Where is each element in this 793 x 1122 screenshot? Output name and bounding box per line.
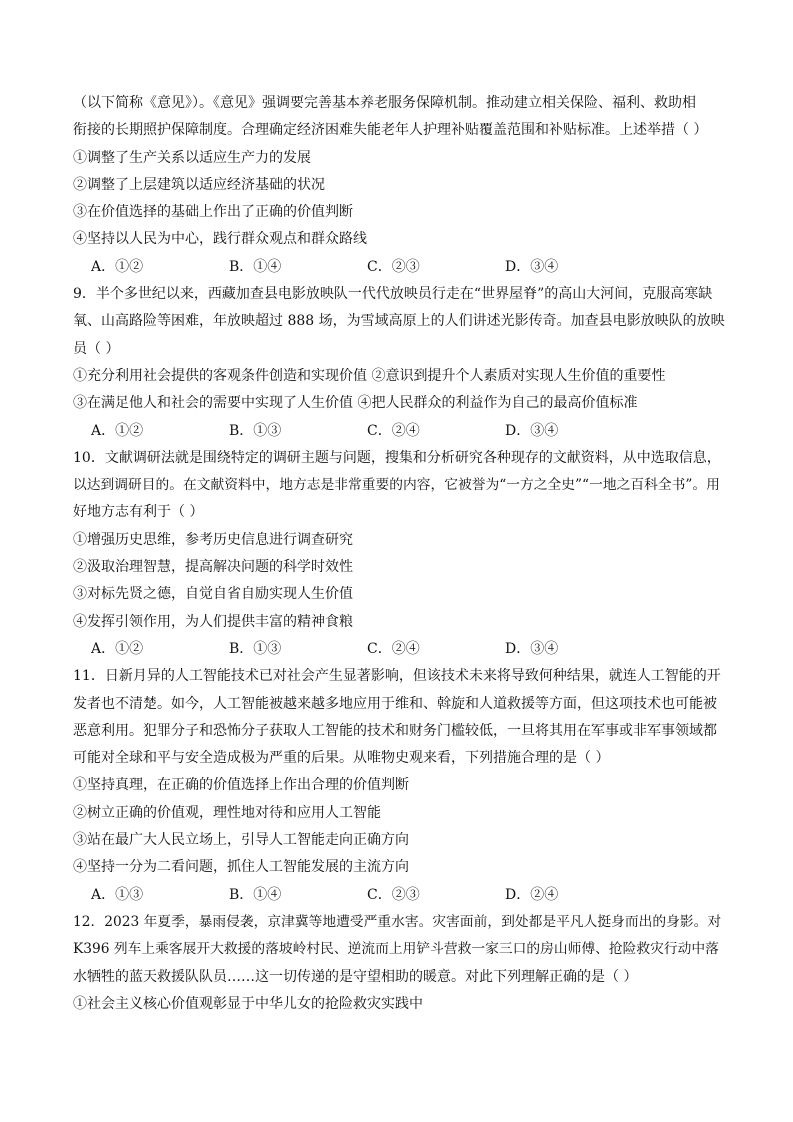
statement: ④发挥引领作用，为人们提供丰富的精神食粮 [73,613,353,630]
option-b[interactable]: B．①③ [229,640,282,657]
answer-options [73,882,725,909]
stem-line: 好地方志有利于（ ） [73,504,204,521]
statement: ③在价值选择的基础上作出了正确的价值判断 [73,204,353,221]
stem-line: 9．半个多世纪以来，西藏加查县电影放映队一代代放映员行走在“世界屋脊”的高山大河间，克服高寒缺 [73,286,713,303]
stem-line: 恶意利用。犯罪分子和恐怖分子获取人工智能的技术和财务门槛较低，一旦将其用在军事或非军事领域都 [73,722,717,739]
answer-options [73,418,725,445]
statement: ③对标先贤之德，自觉自省自励实现人生价值 [73,586,353,603]
statement: ③在满足他人和社会的需要中实现了人生价值 ④把人民群众的利益作为自己的最高价值标准 [73,395,638,412]
stem-line: 衔接的长期照护保障制度。合理确定经济困难失能老年人护理补贴覆盖范围和补贴标准。上述举措（ ） [73,122,708,139]
statement: ④坚持一分为二看问题，抓住人工智能发展的主流方向 [73,859,409,876]
statement: ④坚持以人民为中心，践行群众观点和群众路线 [73,231,367,248]
statement: ①社会主义核心价值观彰显于中华儿女的抢险救灾实践中 [73,995,423,1012]
option-d[interactable]: D．③④ [505,258,559,275]
stem-line: 可能对全球和平与安全造成极为严重的后果。从唯物史观来看，下列措施合理的是（ ） [73,750,610,767]
stem-line: 以达到调研目的。在文献资料中，地方志是非常重要的内容，它被誉为“一方之全史”“一地之百科全书”。用 [73,477,720,494]
option-c[interactable]: C．②③ [367,258,420,275]
question-9 [73,281,725,445]
statement: ②调整了上层建筑以适应经济基础的状况 [73,176,325,193]
question-10 [73,445,725,663]
stem-line: K396 列车上乘客展开大救援的落坡岭村民、逆流而上用铲斗营救一家三口的房山师傅、抢险救灾行动中落 [73,941,719,958]
exam-page [73,90,725,1018]
option-b[interactable]: B．①④ [229,886,282,903]
option-b[interactable]: B．①④ [229,258,282,275]
option-a[interactable]: A．①③ [91,886,144,903]
stem-line: （以下简称《意见》）。《意见》强调要完善基本养老服务保障机制。推动建立相关保险、福利、救助相 [73,95,696,111]
question-12 [73,909,725,1018]
option-c[interactable]: C．②④ [367,640,420,657]
stem-line: 水牺牲的蓝天救援队队员……这一切传递的是守望相助的暖意。对此下列理解正确的是（ ） [73,968,638,985]
option-a[interactable]: A．①② [91,422,144,439]
option-b[interactable]: B．①③ [229,422,282,439]
stem-line: 11．日新月异的人工智能技术已对社会产生显著影响，但该技术未来将导致何种结果，就连人工智能的开 [73,668,721,685]
stem-line: 发者也不清楚。如今，人工智能被越来越多地应用于维和、斡旋和人道救援等方面，但这项技术也可能被 [73,695,717,712]
stem-line: 12．2023 年夏季，暴雨侵袭，京津冀等地遭受严重水害。灾害面前，到处都是平凡人挺身而出的身影。对 [73,913,722,930]
statement: ①增强历史思维，参考历史信息进行调查研究 [73,531,353,548]
stem-line: 10．文献调研法就是围绕特定的调研主题与问题，搜集和分析研究各种现存的文献资料，从中选取信息， [73,449,721,466]
option-d[interactable]: D．③④ [505,422,559,439]
option-a[interactable]: A．①② [91,258,144,275]
statement: ②汲取治理智慧，提高解决问题的科学时效性 [73,559,353,576]
stem-line: 氧、山高路险等困难，年放映超过 888 场，为雪域高原上的人们讲述光影传奇。加查县电影放映队的放映 [73,313,725,330]
option-c[interactable]: C．②④ [367,422,420,439]
question-11 [73,663,725,909]
answer-options [73,636,725,663]
option-c[interactable]: C．②③ [367,886,420,903]
question-8 [73,90,725,281]
option-d[interactable]: D．③④ [505,640,559,657]
option-d[interactable]: D．②④ [505,886,559,903]
statement: ①坚持真理，在正确的价值选择上作出合理的价值判断 [73,777,409,794]
statement: ③站在最广大人民立场上，引导人工智能走向正确方向 [73,832,409,849]
statement: ①充分利用社会提供的客观条件创造和实现价值 ②意识到提升个人素质对实现人生价值的重要性 [73,367,666,384]
stem-line: 员（ ） [73,340,120,357]
statement: ①调整了生产关系以适应生产力的发展 [73,149,311,166]
option-a[interactable]: A．①② [91,640,144,657]
answer-options [73,254,725,281]
statement: ②树立正确的价值观，理性地对待和应用人工智能 [73,804,381,821]
